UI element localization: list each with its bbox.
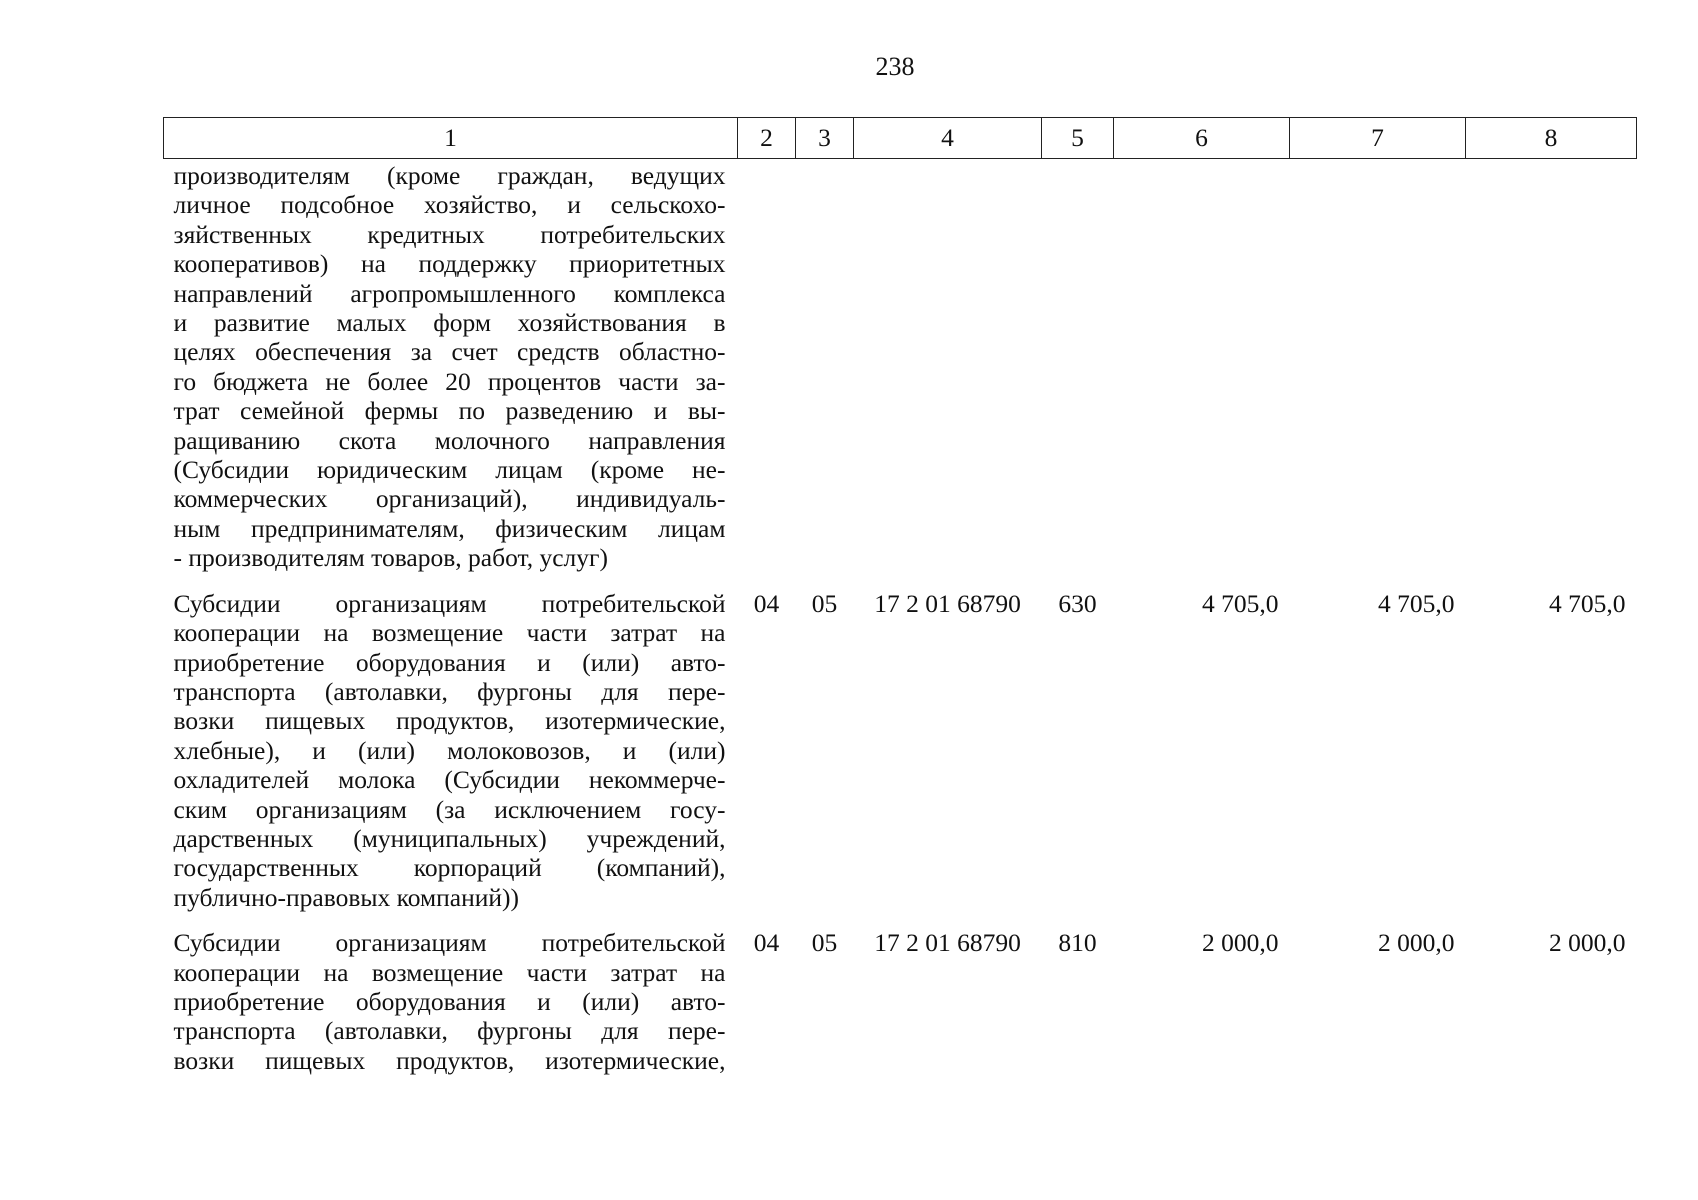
description-line: возки пищевых продуктов, изотермические, [173, 1045, 726, 1075]
expense-type-code [1042, 159, 1114, 587]
description-line: публично-правовых компаний)) [173, 882, 519, 912]
description-line: кооперации на возмещение части затрат на [173, 618, 726, 648]
subsection-code [796, 159, 854, 587]
column-header-8: 8 [1466, 118, 1637, 159]
description-line: коммерческих организаций), индивидуаль- [173, 484, 726, 514]
table-row [164, 159, 1637, 587]
table-body [164, 159, 1637, 1090]
amount-year-3: 4 705,0 [1549, 588, 1626, 618]
column-number-header-row [164, 118, 1637, 159]
description-line: приобретение оборудования и (или) авто- [173, 647, 726, 677]
description-line: кооперации на возмещение части затрат на [173, 957, 726, 987]
page-number: 238 [875, 52, 915, 81]
row-description [164, 587, 738, 926]
column-header-4: 4 [854, 118, 1042, 159]
row-description [164, 159, 738, 587]
amount-year-1 [1114, 159, 1290, 587]
column-header-1: 1 [164, 118, 738, 159]
description-line: ращиванию скота молочного направления [173, 425, 726, 455]
row-description [164, 926, 738, 1089]
amount-year-2: 2 000,0 [1378, 928, 1455, 958]
section-code [738, 159, 796, 587]
amount-year-2: 4 705,0 [1378, 588, 1455, 618]
column-header-5: 5 [1042, 118, 1114, 159]
description-line: Субсидии организациям потребительской [173, 928, 726, 958]
target-article-code [854, 159, 1042, 587]
description-line: хлебные), и (или) молоковозов, и (или) [173, 735, 726, 765]
description-line: приобретение оборудования и (или) авто- [173, 986, 726, 1016]
description-line: направлений агропромышленного комплекса [173, 278, 726, 308]
section-code: 04 [753, 588, 780, 618]
description-line: транспорта (автолавки, фургоны для пере- [173, 676, 726, 706]
column-header-7: 7 [1290, 118, 1466, 159]
description-line: (Субсидии юридическим лицам (кроме не- [173, 455, 726, 485]
amount-year-1: 2 000,0 [1202, 928, 1279, 958]
subsection-code: 05 [811, 588, 838, 618]
expense-type-code: 810 [1058, 928, 1097, 958]
description-line: ным предпринимателям, физическим лицам [173, 513, 726, 543]
column-header-3: 3 [796, 118, 854, 159]
amount-year-3: 2 000,0 [1549, 928, 1626, 958]
description-line: Субсидии организациям потребительской [173, 588, 726, 618]
description-line: зяйственных кредитных потребительских [173, 219, 726, 249]
target-article-code: 17 2 01 68790 [874, 588, 1021, 618]
section-code: 04 [753, 928, 780, 958]
table-row [164, 587, 1637, 926]
description-line: транспорта (автолавки, фургоны для пере- [173, 1016, 726, 1046]
description-line: личное подсобное хозяйство, и сельскохо- [173, 190, 726, 220]
description-line: кооперативов) на поддержку приоритетных [173, 249, 726, 279]
description-line: го бюджета не более 20 процентов части за- [173, 366, 726, 396]
amount-year-1: 4 705,0 [1202, 588, 1279, 618]
description-line: и развитие малых форм хозяйствования в [173, 308, 726, 338]
column-header-2: 2 [738, 118, 796, 159]
description-line: целях обеспечения за счет средств областно- [173, 337, 726, 367]
description-line: ским организациям (за исключением госу- [173, 794, 726, 824]
table-row [164, 926, 1637, 1089]
description-line: трат семейной фермы по разведению и вы- [173, 396, 726, 426]
amount-year-3 [1466, 159, 1637, 587]
description-line: дарственных (муниципальных) учреждений, [173, 823, 726, 853]
budget-table [163, 117, 1637, 1089]
target-article-code: 17 2 01 68790 [874, 928, 1021, 958]
expense-type-code: 630 [1058, 588, 1097, 618]
description-line: возки пищевых продуктов, изотермические, [173, 706, 726, 736]
description-line: государственных корпораций (компаний), [173, 853, 726, 883]
subsection-code: 05 [811, 928, 838, 958]
description-line: производителям (кроме граждан, ведущих [173, 161, 726, 190]
description-line: охладителей молока (Субсидии некоммерче- [173, 765, 726, 795]
column-header-6: 6 [1114, 118, 1290, 159]
amount-year-2 [1290, 159, 1466, 587]
description-line: - производителям товаров, работ, услуг) [173, 543, 608, 573]
